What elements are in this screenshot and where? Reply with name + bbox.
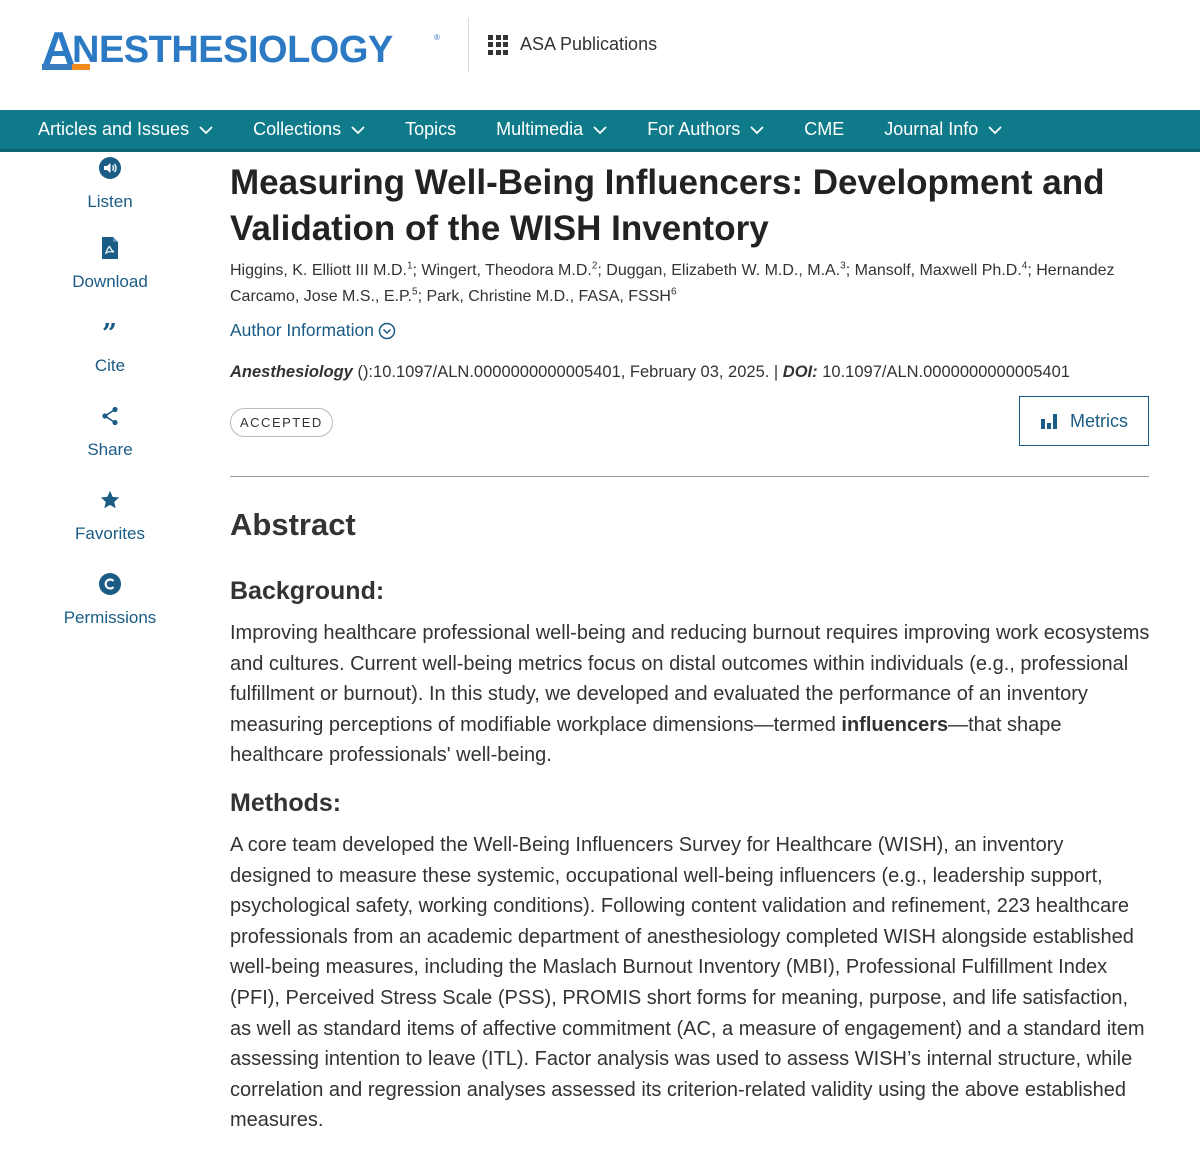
apps-grid-icon <box>488 35 508 55</box>
author-name[interactable]: Wingert, Theodora M.D. <box>421 262 592 279</box>
nav-label: CME <box>804 119 845 139</box>
nav-cme[interactable] <box>804 119 844 140</box>
background-heading: Background: <box>230 577 385 605</box>
chevron-circle-down-icon <box>378 322 396 340</box>
pdf-icon <box>100 236 120 260</box>
chevron-down-icon <box>750 125 764 135</box>
tool-label: Share <box>87 440 133 459</box>
chevron-down-icon <box>988 125 1002 135</box>
nav-label: For Authors <box>647 119 741 139</box>
nav-label: Multimedia <box>496 119 584 139</box>
chevron-down-icon <box>593 125 607 135</box>
methods-heading: Methods: <box>230 788 342 817</box>
copyright-icon <box>98 572 122 596</box>
author-information-label: Author Information <box>230 320 374 340</box>
background-paragraph <box>230 618 1150 771</box>
quote-icon <box>101 320 119 344</box>
tool-label: Favorites <box>75 524 145 543</box>
author-list: Higgins, K. Elliott III M.D.$^1$; Wingert, Theodora M.D.$^2$; Duggan, Elizabeth W. M.D., M.A.$^3$; Mansolf, Maxwell Ph.D.$^4$; Hernandez Carcamo, Jose M.S., E.P.$^5$; Park, Christine M.D., FASA, FSSH$^6$ <box>230 260 1115 305</box>
journal-name: Anesthesiology <box>230 363 353 381</box>
asa-publications-menu[interactable] <box>488 34 657 55</box>
tool-label: Cite <box>94 356 126 375</box>
speaker-icon <box>98 156 122 180</box>
background-text-end: —that shape healthcare professionals' well-being. <box>230 713 1062 767</box>
citation-text: ():10.1097/ALN.0000000000005401, February 03, 2025. | <box>352 363 783 381</box>
status-badge: ACCEPTED <box>230 408 333 437</box>
nav-label: Topics <box>405 119 457 139</box>
nav-label: Journal Info <box>884 119 979 139</box>
tool-listen[interactable] <box>40 152 180 236</box>
tool-share[interactable] <box>40 404 180 488</box>
tool-label: Permissions <box>63 608 157 627</box>
divider <box>230 476 1149 477</box>
share-icon <box>101 404 119 428</box>
author-information-toggle[interactable] <box>230 320 1150 341</box>
author-affiliation: 3 <box>840 260 846 272</box>
nav-journal-info[interactable] <box>884 119 1002 140</box>
author-name[interactable]: Park, Christine M.D., FASA, FSSH <box>426 288 671 305</box>
nav-collections[interactable] <box>253 119 365 140</box>
chevron-down-icon <box>351 125 365 135</box>
article-title: Measuring Well-Being Influencers: Development and Validation of the WISH Inventory <box>230 163 1105 248</box>
doi-value[interactable]: 10.1097/ALN.0000000000005401 <box>817 363 1070 381</box>
author-affiliation: 4 <box>1021 260 1028 272</box>
svg-text:®: ® <box>434 33 440 42</box>
nav-label: Articles and Issues <box>38 119 190 139</box>
methods-paragraph: A core team developed the Well-Being Influencers Survey for Healthcare (WISH), an inventory designed to measure these systemic, occupational well-being influencers (e.g., leadership support, psychological safety, working conditions). Following content validation and refinement, 223 healthcare professionals from an academic department of anesthesiology completed WISH alongside established well-being measures, including the Maslach Burnout Inventory (MBI), Professional Fulfillment Index (PFI), Perceived Stress Scale (PSS), PROMIS short forms for meaning, purpose, and life satisfaction, as well as standard items of affective commitment (AC, a measure of engagement) and a standard item assessing intention to leave (ITL). Factor analysis was used to assess WISH’s internal structure, while correlation and regression analyses assessed its criterion-related validity using the above established measures. <box>230 833 1145 1132</box>
status-row <box>230 396 1150 446</box>
author-name[interactable]: Mansolf, Maxwell Ph.D. <box>854 262 1022 279</box>
background-text: Improving healthcare professional well-being and reducing burnout requires improving work ecosystems and cultures. Current well-being metrics focus on distal outcomes within individuals (e.g., professional fulfillment or burnout). In this study, we developed and evaluated the performance of an inventory measuring perceptions of modifiable workplace dimensions—termed <box>230 622 1150 736</box>
tool-label: Download <box>72 272 148 291</box>
author-name[interactable]: Higgins, K. Elliott III M.D. <box>230 262 407 279</box>
author-name[interactable]: Duggan, Elizabeth W. M.D., M.A. <box>606 262 841 279</box>
star-icon <box>99 488 121 512</box>
svg-text:”: ” <box>102 320 117 344</box>
nav-topics[interactable] <box>405 119 456 140</box>
author-affiliation: 1 <box>406 260 413 272</box>
nav-label: Collections <box>253 119 342 139</box>
author-name[interactable]: Hernandez Carcamo, Jose M.S., E.P. <box>230 262 1115 305</box>
author-affiliation: 6 <box>670 286 677 298</box>
journal-logo[interactable] <box>42 20 442 72</box>
logo-text: NESTHESIOLOGY <box>72 29 393 71</box>
chevron-down-icon <box>199 125 213 135</box>
nav-articles-and-issues[interactable] <box>38 119 213 140</box>
citation-line <box>230 363 1150 382</box>
header-divider <box>468 18 469 72</box>
asa-publications-label: ASA Publications <box>520 34 658 54</box>
svg-text:A: A <box>42 22 75 72</box>
main-nav <box>0 110 1200 152</box>
article-tools-rail <box>40 152 180 656</box>
tool-label: Listen <box>87 192 133 211</box>
abstract-heading: Abstract <box>230 507 356 542</box>
tool-permissions[interactable] <box>40 572 180 656</box>
author-affiliation: 2 <box>591 260 598 272</box>
metrics-button[interactable] <box>1019 396 1149 446</box>
metrics-label: Metrics <box>1070 410 1128 431</box>
nav-multimedia[interactable] <box>496 119 607 140</box>
author-affiliation: 5 <box>412 286 418 298</box>
tool-cite[interactable] <box>40 320 180 404</box>
article-main <box>230 160 1150 1136</box>
nav-for-authors[interactable] <box>647 119 764 140</box>
tool-download[interactable] <box>40 236 180 320</box>
site-header <box>0 0 1200 110</box>
tool-favorites[interactable] <box>40 488 180 572</box>
doi-label: DOI: <box>782 363 818 381</box>
influencers-term: influencers <box>841 713 949 736</box>
bar-chart-icon <box>1040 413 1060 429</box>
